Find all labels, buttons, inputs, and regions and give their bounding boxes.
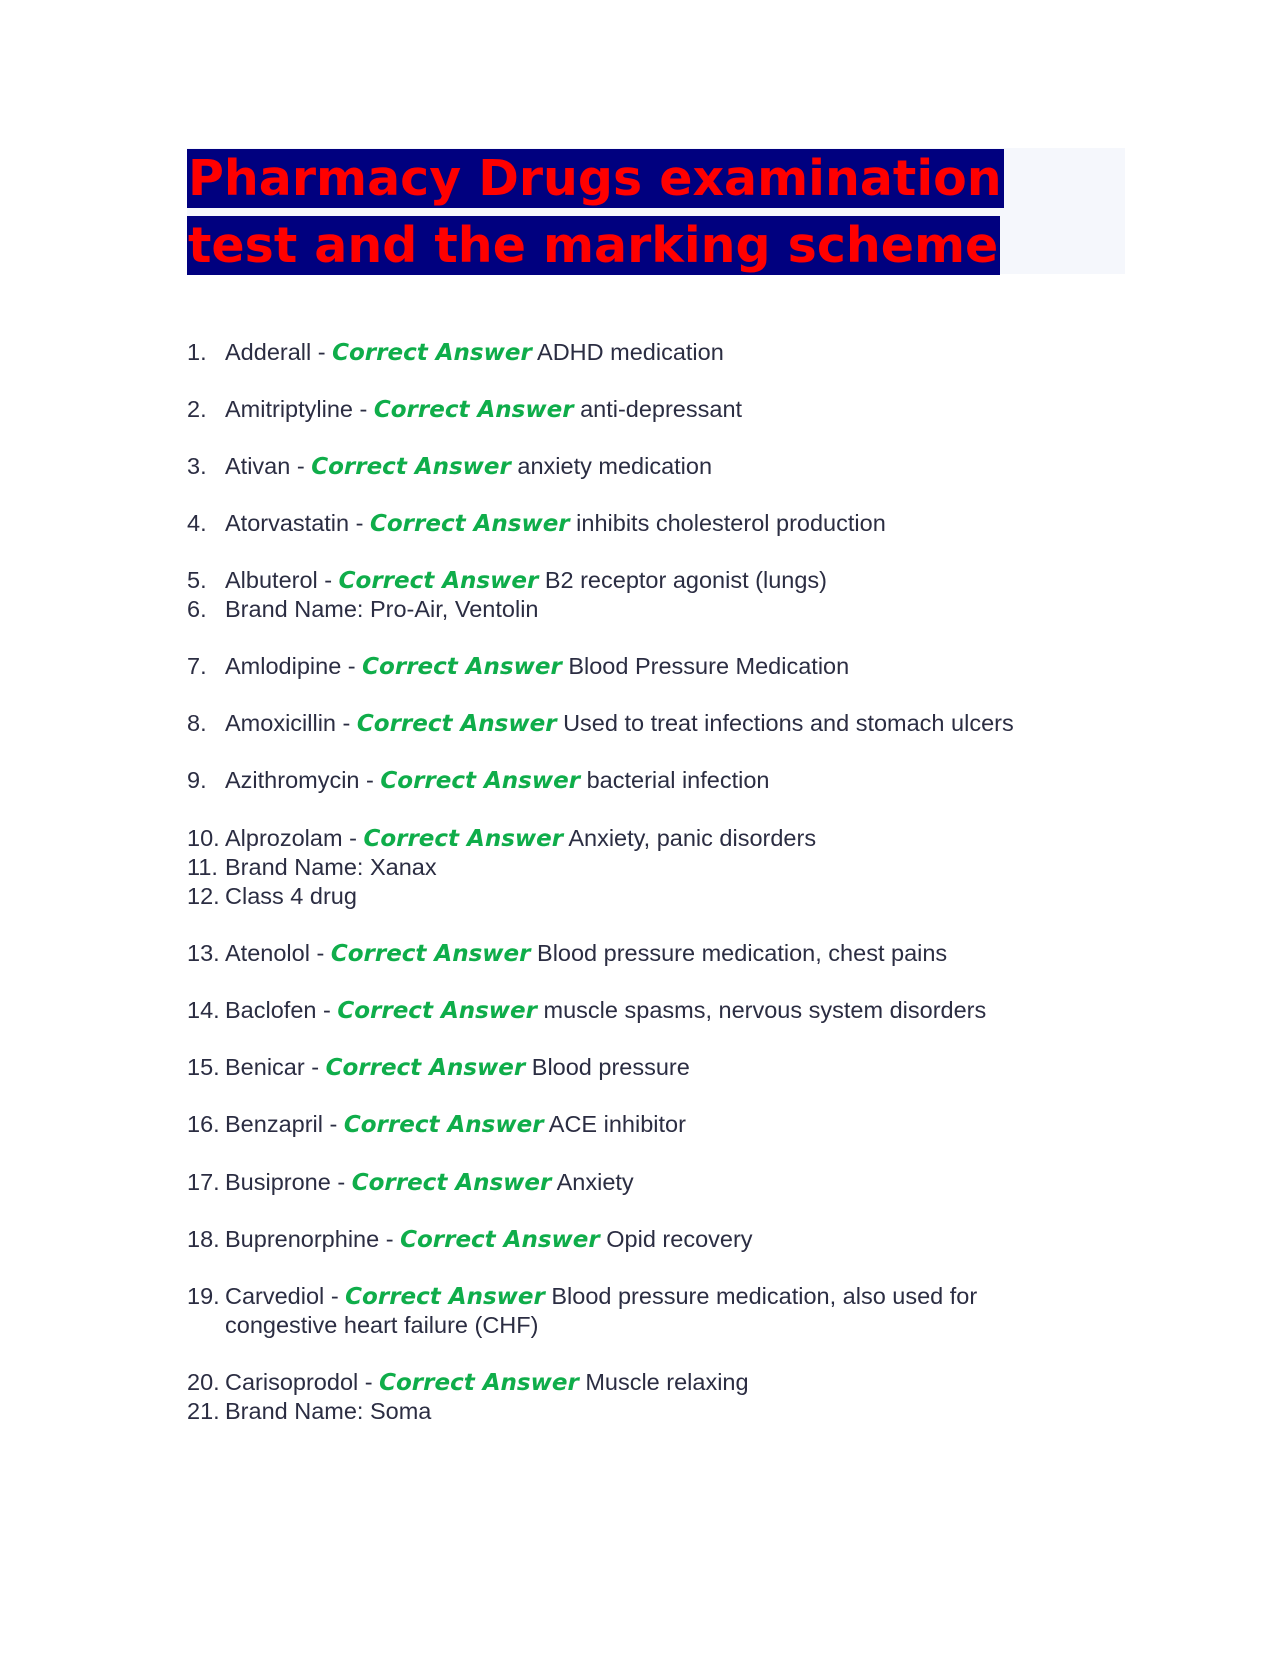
drug-name: Carisoprodol — [225, 1369, 359, 1395]
drug-name: Carvediol — [225, 1283, 325, 1309]
item-number: 17. — [187, 1169, 220, 1195]
correct-answer-label: Correct Answer — [311, 454, 511, 480]
list-item: 14. Baclofen - Correct Answer muscle spasms, nervous system disorders — [187, 997, 987, 1024]
drug-name: Adderall — [225, 339, 312, 365]
item-text: Brand Name: Xanax — [225, 854, 437, 880]
correct-answer-label: Correct Answer — [338, 568, 539, 594]
list-item: 8. Amoxicillin - Correct Answer Used to treat infections and stomach ulcers — [187, 710, 1014, 737]
document-title-line-1: Pharmacy Drugs examination — [188, 150, 1002, 207]
item-number: 19. — [187, 1283, 220, 1309]
correct-answer-label: Correct Answer — [343, 1112, 544, 1138]
list-item: 20. Carisoprodol - Correct Answer Muscle relaxing — [187, 1369, 749, 1396]
item-number: 10. — [187, 825, 220, 851]
item-number: 14. — [187, 997, 220, 1023]
item-number: 18. — [187, 1226, 220, 1252]
item-number: 11. — [187, 854, 218, 880]
list-item — [187, 853, 437, 882]
list-item — [187, 595, 539, 624]
drug-description: Blood Pressure Medication — [568, 653, 850, 679]
correct-answer-label: Correct Answer — [356, 711, 557, 737]
list-item: 16. Benzapril - Correct Answer ACE inhibitor — [187, 1111, 686, 1138]
drug-description: anti-depressant — [580, 396, 743, 422]
item-number: 4. — [187, 510, 207, 536]
correct-answer-label: Correct Answer — [325, 1055, 526, 1081]
correct-answer-label: Correct Answer — [337, 998, 537, 1024]
drug-description: Used to treat infections and stomach ulcers — [563, 710, 1014, 736]
list-item: 10. Alprozolam - Correct Answer Anxiety, panic disorders — [187, 825, 817, 852]
correct-answer-label: Correct Answer — [351, 1170, 552, 1196]
list-item — [187, 1397, 431, 1426]
correct-answer-label: Correct Answer — [362, 654, 562, 680]
drug-name: Baclofen — [225, 997, 317, 1023]
drug-name: Benzapril — [225, 1111, 323, 1137]
drug-description: Blood pressure medication, chest pains — [537, 940, 948, 966]
list-item: 7. Amlodipine - Correct Answer Blood Pressure Medication — [187, 653, 850, 680]
list-item: 18. Buprenorphine - Correct Answer Opid recovery — [187, 1226, 753, 1253]
drug-description: inhibits cholesterol production — [576, 510, 886, 536]
item-text: Class 4 drug — [225, 883, 357, 909]
list-item: 2. Amitriptyline - Correct Answer anti-depressant — [187, 396, 743, 423]
drug-description: Anxiety, panic disorders — [568, 825, 817, 851]
drug-name: Ativan — [225, 453, 291, 479]
item-number: 13. — [187, 940, 220, 966]
drug-name: Busiprone — [225, 1169, 331, 1195]
drug-description: Muscle relaxing — [585, 1369, 749, 1395]
drug-name: Amitriptyline — [225, 396, 353, 422]
correct-answer-label: Correct Answer — [369, 511, 570, 537]
drug-name: Benicar — [225, 1054, 305, 1080]
correct-answer-label: Correct Answer — [379, 1370, 579, 1396]
list-item: 15. Benicar - Correct Answer Blood pressure — [187, 1054, 690, 1081]
item-number: 1. — [187, 339, 207, 365]
document-title-line-2: test and the marking scheme — [188, 217, 999, 274]
drug-description-continued: congestive heart failure (CHF) — [225, 1312, 539, 1338]
drug-name: Azithromycin — [225, 767, 360, 793]
item-number: 9. — [187, 767, 207, 793]
item-number: 6. — [187, 596, 207, 622]
correct-answer-label: Correct Answer — [363, 826, 564, 852]
list-item: 13. Atenolol - Correct Answer Blood pressure medication, chest pains — [187, 940, 948, 967]
item-number: 15. — [187, 1054, 220, 1080]
drug-name: Albuterol — [225, 567, 318, 593]
list-item: 3. Ativan - Correct Answer anxiety medication — [187, 453, 713, 480]
drug-description: bacterial infection — [586, 767, 770, 793]
item-text: Brand Name: Pro-Air, Ventolin — [225, 596, 539, 622]
item-number: 3. — [187, 453, 207, 479]
drug-name: Amoxicillin — [225, 710, 336, 736]
drug-name: Amlodipine — [225, 653, 342, 679]
correct-answer-label: Correct Answer — [373, 397, 574, 423]
drug-description: Opid recovery — [606, 1226, 753, 1252]
item-number: 5. — [187, 567, 207, 593]
drug-description: anxiety medication — [517, 453, 713, 479]
item-number: 20. — [187, 1369, 220, 1395]
list-item: 4. Atorvastatin - Correct Answer inhibits cholesterol production — [187, 510, 886, 537]
item-number: 7. — [187, 653, 207, 679]
item-text: Brand Name: Soma — [225, 1398, 432, 1424]
item-number: 2. — [187, 396, 207, 422]
drug-description: B2 receptor agonist (lungs) — [544, 567, 827, 593]
drug-name: Alprozolam — [225, 825, 343, 851]
list-item: 5. Albuterol - Correct Answer B2 receptor agonist (lungs) — [187, 567, 827, 594]
list-item: 9. Azithromycin - Correct Answer bacterial infection — [187, 767, 770, 794]
item-number: 8. — [187, 710, 207, 736]
item-number: 16. — [187, 1111, 220, 1137]
correct-answer-label: Correct Answer — [400, 1227, 600, 1253]
drug-name: Atenolol — [225, 940, 310, 966]
item-number: 21. — [187, 1398, 220, 1424]
drug-name: Atorvastatin — [225, 510, 350, 536]
correct-answer-label: Correct Answer — [345, 1284, 545, 1310]
drug-description: Blood pressure — [531, 1054, 690, 1080]
correct-answer-label: Correct Answer — [332, 340, 532, 366]
drug-description: Blood pressure medication, also used for — [551, 1283, 978, 1309]
list-item — [187, 882, 357, 911]
drug-description: Anxiety — [556, 1169, 634, 1195]
correct-answer-label: Correct Answer — [330, 941, 531, 967]
list-item: 1. Adderall - Correct Answer ADHD medication — [187, 339, 724, 366]
correct-answer-label: Correct Answer — [380, 768, 581, 794]
item-number: 12. — [187, 883, 220, 909]
list-item: 17. Busiprone - Correct Answer Anxiety — [187, 1169, 634, 1196]
drug-description: muscle spasms, nervous system disorders — [543, 997, 987, 1023]
list-item: 19. Carvediol - Correct Answer Blood pressure medication, also used for congestive heart failure (CHF) — [187, 1283, 978, 1338]
drug-name: Buprenorphine — [225, 1226, 380, 1252]
drug-description: ADHD medication — [537, 339, 724, 365]
drug-description: ACE inhibitor — [548, 1111, 686, 1137]
